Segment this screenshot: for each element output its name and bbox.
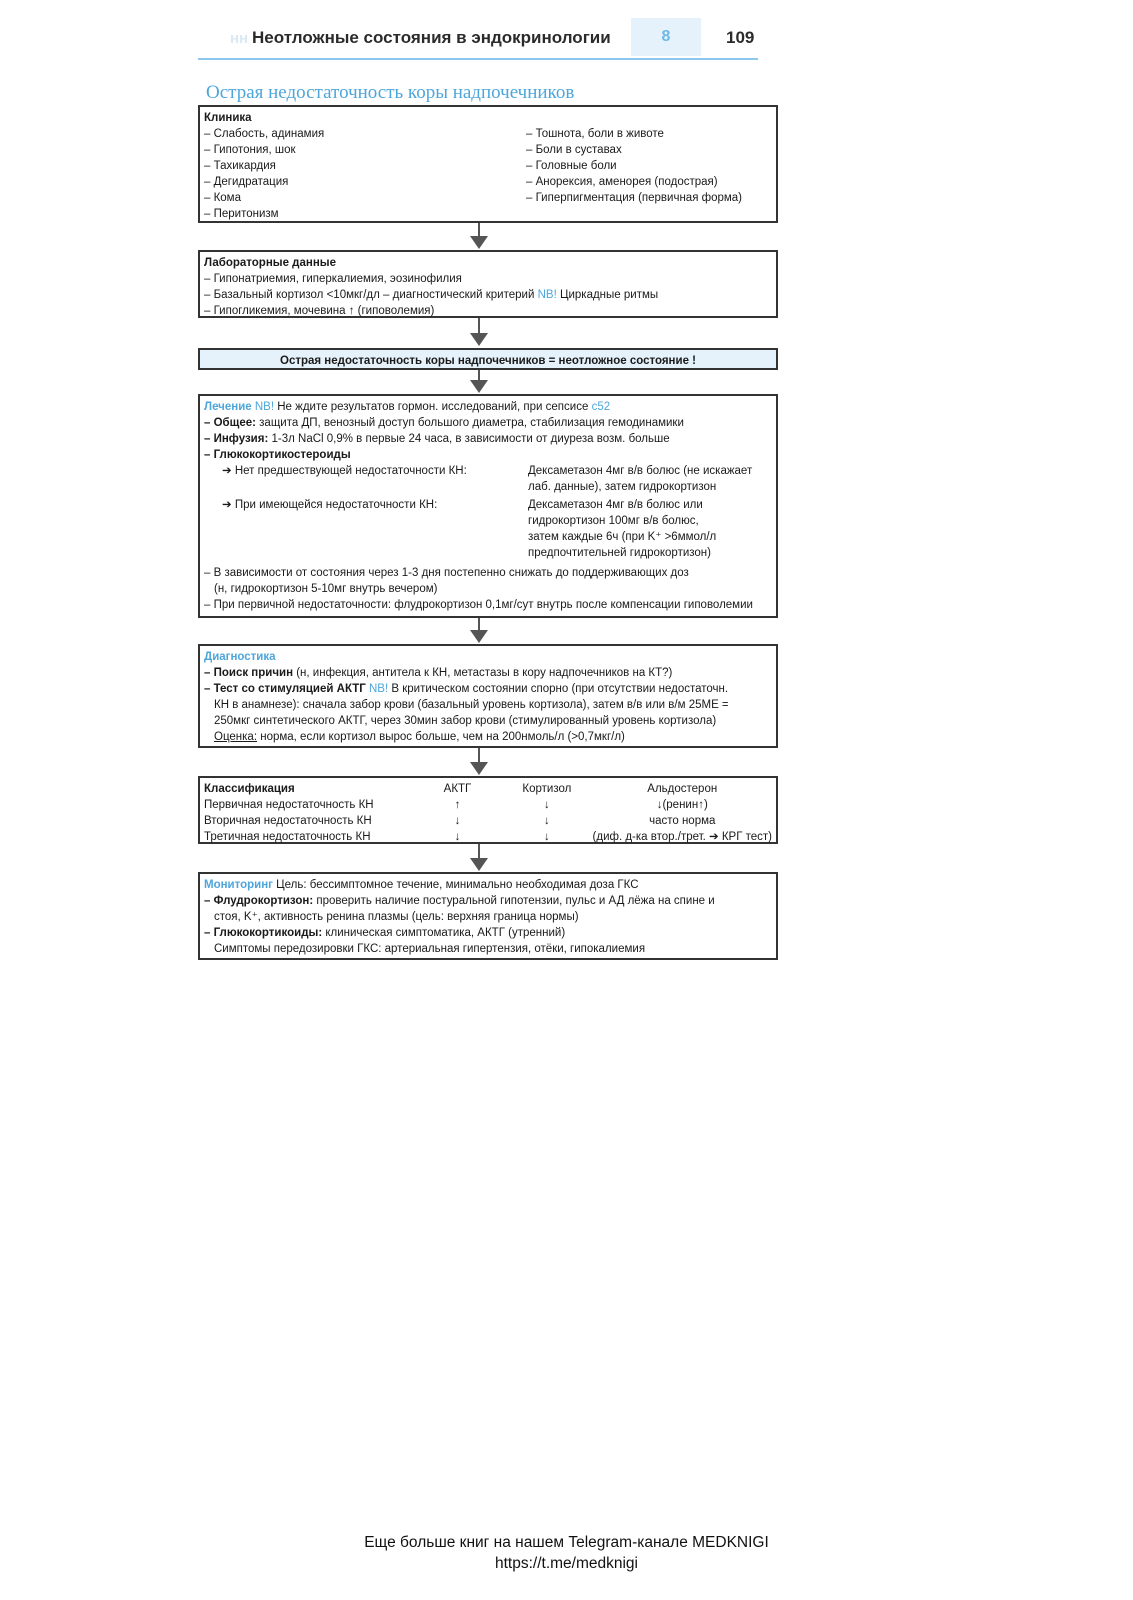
list-item: – Боли в суставах: [526, 144, 622, 156]
list-item: – Гипонатриемия, гиперкалиемия, эозинофилия: [204, 273, 462, 285]
footer-link[interactable]: https://t.me/medknigi: [494, 1555, 638, 1572]
classification-box: [198, 776, 778, 844]
list-item: – Анорексия, аменорея (подострая): [526, 176, 718, 188]
dose-line: предпочтительней гидрокортизон): [528, 547, 711, 559]
monitoring-title: Мониторинг: [204, 879, 273, 891]
flow-arrow-head-icon: [470, 858, 488, 871]
nb-note: NB!: [369, 683, 389, 695]
clinic-right-list: [526, 126, 742, 206]
flow-arrow-head-icon: [470, 236, 488, 249]
case-label: ➔ При имеющейся недостаточности КН:: [222, 499, 438, 511]
clinic-box: [198, 105, 778, 223]
treatment-box: [198, 394, 778, 618]
list-item: [204, 925, 772, 941]
flow-arrow-shaft: [478, 223, 480, 237]
list-item: – В зависимости от состояния через 1-3 дня постепенно снижать до поддерживающих доз: [204, 567, 689, 579]
page-number: 109: [726, 28, 755, 47]
list-item: [204, 415, 772, 431]
lab-text: Циркадные ритмы: [556, 289, 659, 301]
lab-title: Лабораторные данные: [204, 257, 336, 269]
list-item: – Кома: [204, 192, 241, 204]
item-label: – Инфузия:: [204, 433, 269, 445]
diagnostics-title: Диагностика: [204, 651, 276, 663]
list-item: – Слабость, адинамия: [204, 128, 325, 140]
table-cell: ↓(ренин↑): [656, 799, 708, 811]
table-cell: Третичная недостаточность КН: [204, 831, 371, 843]
column-header: Кортизол: [522, 783, 572, 795]
nb-note: NB!: [254, 401, 275, 413]
list-item: – Тахикардия: [204, 160, 276, 172]
item-text: В критическом состоянии спорно (при отсутствии недостаточн.: [388, 683, 729, 695]
item-text: защита ДП, венозный доступ большого диаметра, стабилизация гемодинамики: [255, 417, 684, 429]
footer-promo: [0, 1532, 1133, 1574]
table-cell: ↓: [544, 831, 550, 843]
item-label: – Флудрокортизон:: [204, 895, 314, 907]
flow-arrow-head-icon: [470, 630, 488, 643]
list-item: – Дегидратация: [204, 176, 289, 188]
nb-note: NB!: [537, 289, 557, 301]
case-dose: [528, 463, 752, 495]
gc-case-1: [204, 463, 772, 497]
section-title: Острая недостаточность коры надпочечников: [206, 82, 575, 103]
treatment-intro: Не ждите результатов гормон. исследований, при сепсисе: [274, 401, 592, 413]
treatment-title: Лечение: [204, 401, 252, 413]
list-item: – Гипотония, шок: [204, 144, 296, 156]
list-item: – Головные боли: [526, 160, 617, 172]
item-text: клиническая симптоматика, АКТГ (утренний): [322, 927, 566, 939]
item-text: норма, если кортизол вырос больше, чем на 200нмоль/л (>0,7мкг/л): [257, 731, 625, 743]
lab-text: – Базальный кортизол <10мкг/дл – диагностический критерий: [204, 289, 538, 301]
running-header-title: Неотложные состояния в эндокринологии: [252, 28, 611, 47]
emergency-banner: Острая недостаточность коры надпочечников = неотложное состояние !: [198, 348, 778, 370]
table-cell: ↓: [454, 815, 461, 827]
column-header: Альдостерон: [647, 783, 718, 795]
table-cell: ↑: [454, 799, 461, 811]
chapter-number-tab: 8: [631, 18, 701, 56]
item-text: (н, инфекция, антитела к КН, метастазы в кору надпочечников на КТ?): [293, 667, 673, 679]
item-text: проверить наличие постуральной гипотензии, пульс и АД лёжа на спине и: [313, 895, 715, 907]
table-row: [204, 781, 772, 797]
list-item: – Гипогликемия, мочевина ↑ (гиповолемия): [204, 305, 435, 317]
list-item: – Гиперпигментация (первичная форма): [526, 192, 743, 204]
monitoring-intro: Цель: бессимптомное течение, минимально необходимая доза ГКС: [272, 879, 639, 891]
list-item: [204, 431, 772, 447]
dose-line: Дексаметазон 4мг в/в болюс или: [528, 499, 703, 511]
treatment-header: [204, 399, 772, 415]
case-dose: [528, 497, 716, 561]
monitoring-box: [198, 872, 778, 960]
list-item: КН в анамнезе): сначала забор крови (базальный уровень кортизола), затем в/в или в/м 25МЕ =: [214, 699, 729, 711]
list-item: [204, 665, 772, 681]
item-label: Оценка:: [214, 731, 258, 743]
dose-line: гидрокортизон 100мг в/в болюс,: [528, 515, 699, 527]
table-cell: часто норма: [649, 815, 716, 827]
list-item: [204, 681, 772, 697]
column-header: АКТГ: [443, 783, 472, 795]
footer-line: Еще больше книг на нашем Telegram-канале MEDKNIGI: [364, 1534, 769, 1551]
table-cell: (диф. д-ка втор./трет. ➔ КРГ тест): [592, 831, 772, 843]
clinic-title: Клиника: [204, 112, 252, 124]
header-ghost-text: нн: [230, 30, 249, 47]
flow-arrow-head-icon: [470, 333, 488, 346]
case-label: ➔ Нет предшествующей недостаточности КН:: [222, 465, 467, 477]
item-label: – Поиск причин: [204, 667, 294, 679]
item-text: 1-3л NaCl 0,9% в первые 24 часа, в зависимости от диуреза возм. больше: [268, 433, 670, 445]
dose-line: затем каждые 6ч (при K⁺ >6ммол/л: [528, 531, 717, 543]
list-item: – Глюкокортикостероиды: [204, 449, 351, 461]
list-item: [204, 287, 772, 303]
dose-line: Дексаметазон 4мг в/в болюс (не искажает: [528, 465, 753, 477]
flow-arrow-head-icon: [470, 380, 488, 393]
diagnostics-box: [198, 644, 778, 748]
list-item: [204, 893, 772, 909]
list-item: – При первичной недостаточности: флудрокортизон 0,1мг/сут внутрь после компенсации гиповолемии: [204, 599, 753, 611]
list-item: стоя, K⁺, активность ренина плазмы (цель: верхняя граница нормы): [214, 911, 579, 923]
dose-line: лаб. данные), затем гидрокортизон: [528, 481, 717, 493]
table-row: [204, 829, 772, 845]
table-row: [204, 813, 772, 829]
list-item: – Перитонизм: [204, 208, 279, 220]
table-cell: ↓: [544, 815, 550, 827]
reference-link: c52: [591, 401, 611, 413]
gc-case-2: [204, 497, 772, 565]
lab-data-box: [198, 250, 778, 318]
list-item: – Тошнота, боли в животе: [526, 128, 664, 140]
table-cell: ↓: [544, 799, 550, 811]
table-row: [204, 797, 772, 813]
table-cell: Вторичная недостаточность КН: [204, 815, 372, 827]
flow-arrow-shaft: [478, 318, 480, 334]
header-rule: [198, 58, 758, 60]
list-item: 250мкг синтетического АКТГ, через 30мин забор крови (стимулированный уровень кортизола): [214, 715, 717, 727]
monitoring-header: [204, 877, 772, 893]
item-label: – Глюкокортикоиды:: [204, 927, 323, 939]
table-cell: Первичная недостаточность КН: [204, 799, 374, 811]
item-label: – Тест со стимуляцией АКТГ: [204, 683, 366, 695]
classification-table: [204, 781, 772, 845]
item-label: – Общее:: [204, 417, 256, 429]
list-item: (н, гидрокортизон 5-10мг внутрь вечером): [214, 583, 438, 595]
classification-title: Классификация: [204, 783, 295, 795]
list-item: [204, 729, 772, 745]
flow-arrow-head-icon: [470, 762, 488, 775]
table-cell: ↓: [454, 831, 461, 843]
list-item: Симптомы передозировки ГКС: артериальная гипертензия, отёки, гипокалиемия: [214, 943, 646, 955]
